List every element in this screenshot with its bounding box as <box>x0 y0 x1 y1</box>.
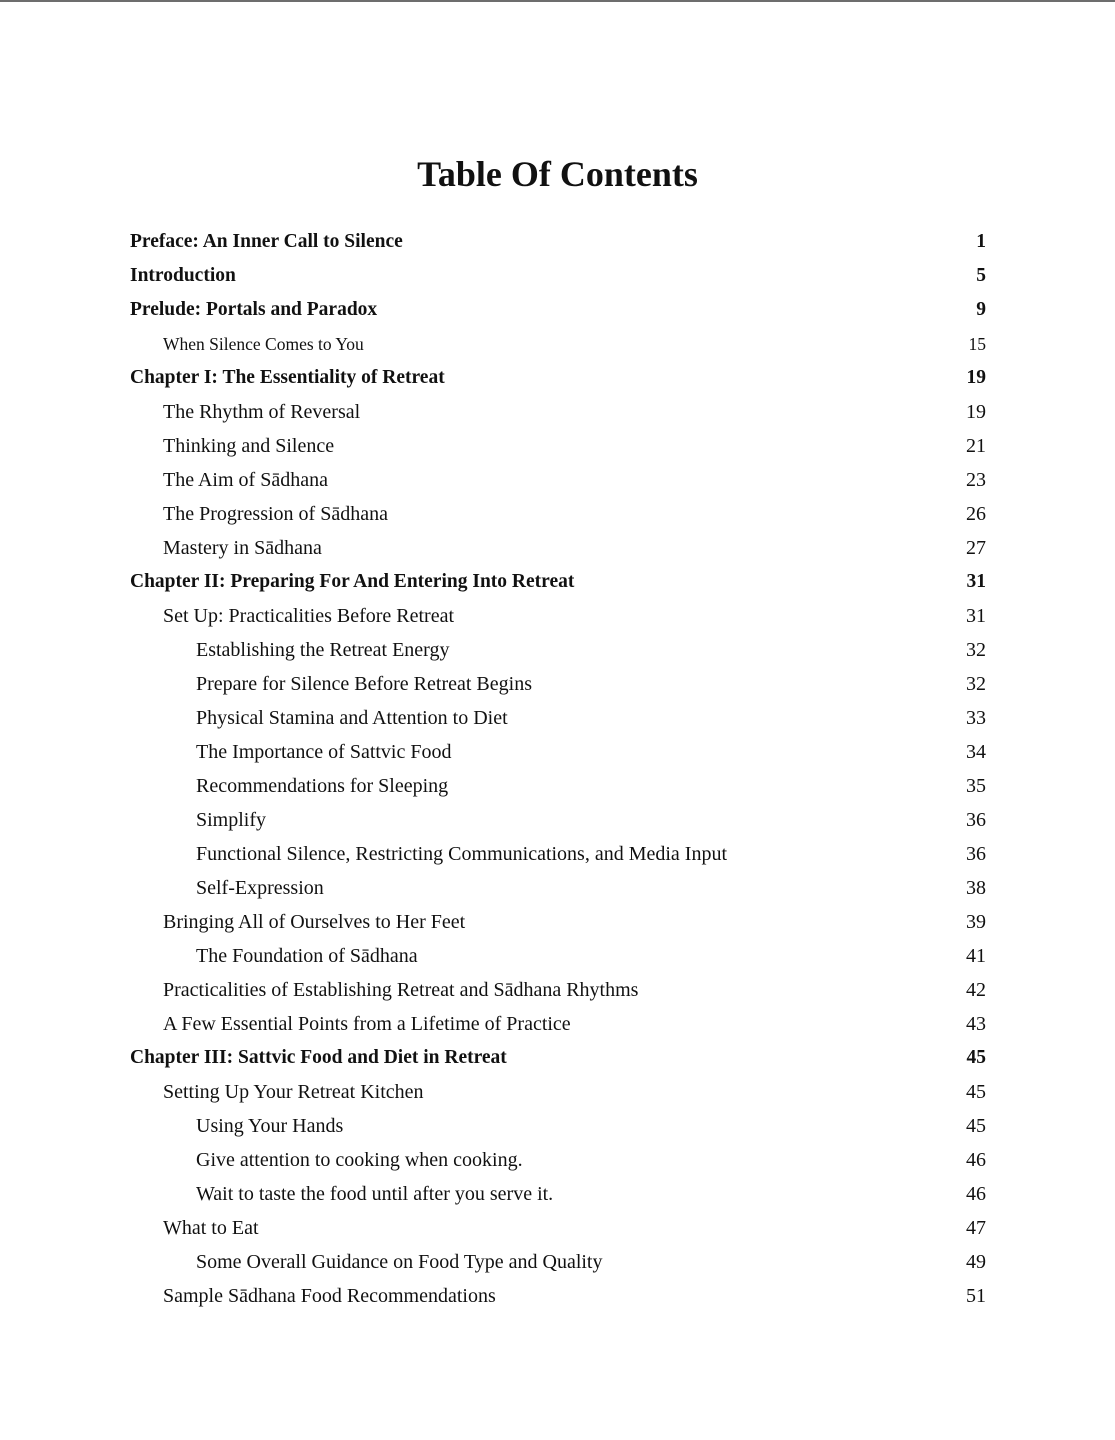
toc-entry-title: The Importance of Sattvic Food <box>196 741 452 763</box>
toc-entry[interactable] <box>130 599 986 633</box>
toc-entry-page-number: 32 <box>966 639 986 661</box>
toc-entry[interactable] <box>130 939 986 973</box>
toc-entry[interactable] <box>130 1211 986 1245</box>
toc-entry-page-number: 31 <box>966 571 986 592</box>
toc-entry-page-number: 45 <box>966 1115 986 1137</box>
toc-entry-page-number: 9 <box>976 299 986 320</box>
toc-entry-title: The Progression of Sādhana <box>163 503 388 525</box>
toc-entry-title: Practicalities of Establishing Retreat and Sādhana Rhythms <box>163 979 639 1001</box>
toc-entry-title: Chapter III: Sattvic Food and Diet in Retreat <box>130 1047 507 1068</box>
toc-entry[interactable] <box>130 837 986 871</box>
toc-entry-page-number: 45 <box>966 1047 986 1068</box>
toc-entry-page-number: 41 <box>966 945 986 967</box>
toc-entry[interactable] <box>130 701 986 735</box>
toc-entry-title: Wait to taste the food until after you serve it. <box>196 1183 554 1205</box>
toc-entry-page-number: 15 <box>968 334 986 354</box>
toc-entry-title: Set Up: Practicalities Before Retreat <box>163 605 455 627</box>
toc-entry-title: Thinking and Silence <box>163 435 335 457</box>
toc-entry[interactable] <box>130 1143 986 1177</box>
toc-entry[interactable] <box>130 633 986 667</box>
toc-entry-title: Some Overall Guidance on Food Type and Quality <box>196 1251 603 1273</box>
toc-entry-page-number: 49 <box>966 1251 986 1273</box>
toc-entry[interactable] <box>130 803 986 837</box>
toc-entry-page-number: 45 <box>966 1081 986 1103</box>
toc-entry-title: The Aim of Sādhana <box>163 469 328 491</box>
toc-entry[interactable] <box>130 905 986 939</box>
toc-entry[interactable] <box>130 1245 986 1279</box>
toc-entry-title: Give attention to cooking when cooking. <box>196 1149 523 1171</box>
toc-entry-page-number: 51 <box>966 1285 986 1307</box>
toc-entry[interactable] <box>130 1109 986 1143</box>
toc-entry[interactable] <box>130 293 986 327</box>
toc-entry-page-number: 1 <box>976 231 986 252</box>
toc-entry-title: Preface: An Inner Call to Silence <box>130 231 403 252</box>
toc-entry[interactable] <box>130 1075 986 1109</box>
toc-entry[interactable] <box>130 565 986 599</box>
toc-entry-page-number: 27 <box>966 537 986 559</box>
toc-entry-page-number: 36 <box>966 843 986 865</box>
toc-entry-title: Setting Up Your Retreat Kitchen <box>163 1081 424 1103</box>
toc-entry[interactable] <box>130 259 986 293</box>
toc-entry[interactable] <box>130 1007 986 1041</box>
toc-entry[interactable] <box>130 531 986 565</box>
toc-entry-title: When Silence Comes to You <box>163 334 364 354</box>
toc-entry-page-number: 21 <box>966 435 986 457</box>
page-title: Table Of Contents <box>417 154 698 194</box>
toc-entry[interactable] <box>130 497 986 531</box>
toc-entry[interactable] <box>130 769 986 803</box>
toc-entry-title: Physical Stamina and Attention to Diet <box>196 707 508 729</box>
toc-entry-title: Using Your Hands <box>196 1115 344 1137</box>
toc-entry-page-number: 38 <box>966 877 986 899</box>
toc-entry-title: The Rhythm of Reversal <box>163 401 361 423</box>
toc-entry-page-number: 35 <box>966 775 986 797</box>
toc-entry[interactable] <box>130 463 986 497</box>
toc-entry-title: Mastery in Sādhana <box>163 537 322 559</box>
toc-entry-page-number: 46 <box>966 1149 986 1171</box>
toc-entry-page-number: 31 <box>966 605 986 627</box>
toc-entry[interactable] <box>130 667 986 701</box>
table-of-contents <box>130 225 986 1313</box>
toc-entry-page-number: 19 <box>966 367 986 388</box>
toc-entry-title: A Few Essential Points from a Lifetime of Practice <box>163 1013 571 1035</box>
toc-entry-title: Chapter I: The Essentiality of Retreat <box>130 367 445 388</box>
toc-entry-page-number: 43 <box>966 1013 986 1035</box>
toc-entry-title: Sample Sādhana Food Recommendations <box>163 1285 496 1307</box>
toc-entry-page-number: 47 <box>966 1217 986 1239</box>
toc-entry-title: Chapter II: Preparing For And Entering Into Retreat <box>130 571 575 592</box>
toc-entry-page-number: 26 <box>966 503 986 525</box>
toc-entry[interactable] <box>130 395 986 429</box>
toc-entry-title: Simplify <box>196 809 267 831</box>
toc-entry[interactable] <box>130 973 986 1007</box>
toc-entry-page-number: 34 <box>966 741 986 763</box>
toc-entry-page-number: 5 <box>976 265 986 286</box>
toc-entry-page-number: 32 <box>966 673 986 695</box>
toc-entry[interactable] <box>130 1041 986 1075</box>
toc-entry-title: Prepare for Silence Before Retreat Begins <box>196 673 532 695</box>
toc-entry[interactable] <box>130 429 986 463</box>
toc-entry[interactable] <box>130 327 986 361</box>
toc-entry-title: The Foundation of Sādhana <box>196 945 418 967</box>
toc-entry-title: Prelude: Portals and Paradox <box>130 299 378 320</box>
toc-entry[interactable] <box>130 871 986 905</box>
toc-entry-page-number: 42 <box>966 979 986 1001</box>
toc-entry-title: Bringing All of Ourselves to Her Feet <box>163 911 466 933</box>
toc-entry-title: Establishing the Retreat Energy <box>196 639 450 661</box>
toc-entry-title: Introduction <box>130 265 236 286</box>
toc-entry-page-number: 46 <box>966 1183 986 1205</box>
top-border <box>0 0 1115 2</box>
toc-entry-title: What to Eat <box>163 1217 259 1239</box>
toc-entry-page-number: 33 <box>966 707 986 729</box>
toc-entry-page-number: 39 <box>966 911 986 933</box>
toc-entry[interactable] <box>130 225 986 259</box>
toc-entry-page-number: 36 <box>966 809 986 831</box>
toc-entry-title: Recommendations for Sleeping <box>196 775 449 797</box>
toc-entry-page-number: 23 <box>966 469 986 491</box>
toc-entry[interactable] <box>130 735 986 769</box>
toc-entry-page-number: 19 <box>966 401 986 423</box>
toc-entry[interactable] <box>130 361 986 395</box>
toc-entry-title: Self-Expression <box>196 877 324 899</box>
toc-entry-title: Functional Silence, Restricting Communications, and Media Input <box>196 843 728 865</box>
toc-entry[interactable] <box>130 1279 986 1313</box>
toc-entry[interactable] <box>130 1177 986 1211</box>
